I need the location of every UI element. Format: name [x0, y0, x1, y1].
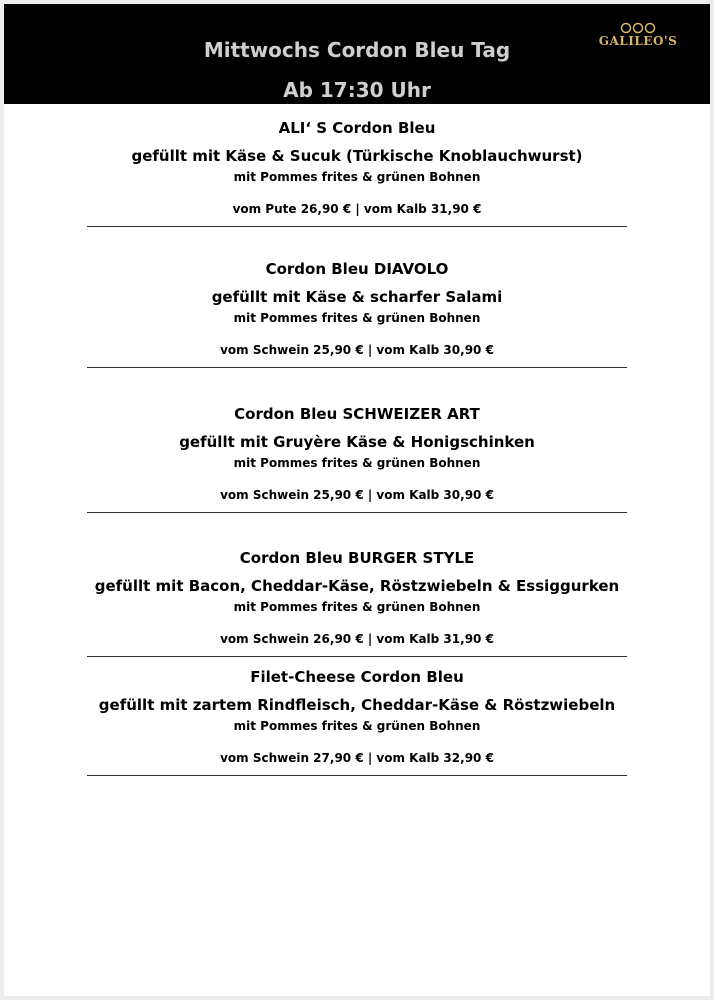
item-sides: mit Pommes frites & grünen Bohnen	[233, 311, 481, 325]
item-name: Filet-Cheese Cordon Bleu	[250, 668, 464, 686]
divider	[87, 775, 627, 776]
menu-item	[4, 667, 710, 766]
divider	[87, 512, 627, 513]
item-filling: gefüllt mit Käse & Sucuk (Türkische Knoblauchwurst)	[131, 147, 583, 165]
restaurant-logo	[592, 22, 684, 56]
item-filling: gefüllt mit Käse & scharfer Salami	[211, 288, 503, 306]
item-price: vom Schwein 25,90 € | vom Kalb 30,90 €	[220, 488, 494, 502]
item-name: Cordon Bleu BURGER STYLE	[239, 549, 475, 567]
logo-rings-icon	[620, 22, 656, 34]
page-title: Mittwochs Cordon Bleu Tag	[203, 38, 511, 62]
item-filling: gefüllt mit Bacon, Cheddar-Käse, Röstzwiebeln & Essiggurken	[94, 577, 620, 595]
item-name: ALI‘ S Cordon Bleu	[278, 119, 436, 137]
header-banner	[4, 4, 710, 104]
item-name: Cordon Bleu DIAVOLO	[265, 260, 449, 278]
page-subtitle: Ab 17:30 Uhr	[283, 78, 431, 102]
item-sides: mit Pommes frites & grünen Bohnen	[233, 170, 481, 184]
item-name: Cordon Bleu SCHWEIZER ART	[234, 405, 480, 423]
item-price: vom Pute 26,90 € | vom Kalb 31,90 €	[232, 202, 482, 216]
item-price: vom Schwein 27,90 € | vom Kalb 32,90 €	[220, 751, 494, 765]
divider	[87, 656, 627, 657]
menu-item	[4, 548, 710, 647]
divider	[87, 226, 627, 227]
item-sides: mit Pommes frites & grünen Bohnen	[233, 456, 481, 470]
menu-item	[4, 259, 710, 358]
menu-item	[4, 118, 710, 217]
divider	[87, 367, 627, 368]
menu-page	[4, 4, 710, 996]
item-price: vom Schwein 26,90 € | vom Kalb 31,90 €	[220, 632, 494, 646]
item-price: vom Schwein 25,90 € | vom Kalb 30,90 €	[220, 343, 494, 357]
item-filling: gefüllt mit Gruyère Käse & Honigschinken	[179, 433, 535, 451]
menu-item	[4, 404, 710, 503]
item-sides: mit Pommes frites & grünen Bohnen	[233, 719, 481, 733]
item-sides: mit Pommes frites & grünen Bohnen	[233, 600, 481, 614]
item-filling: gefüllt mit zartem Rindfleisch, Cheddar-Käse & Röstzwiebeln	[98, 696, 616, 714]
logo-text: GALILEO'S	[598, 34, 678, 48]
